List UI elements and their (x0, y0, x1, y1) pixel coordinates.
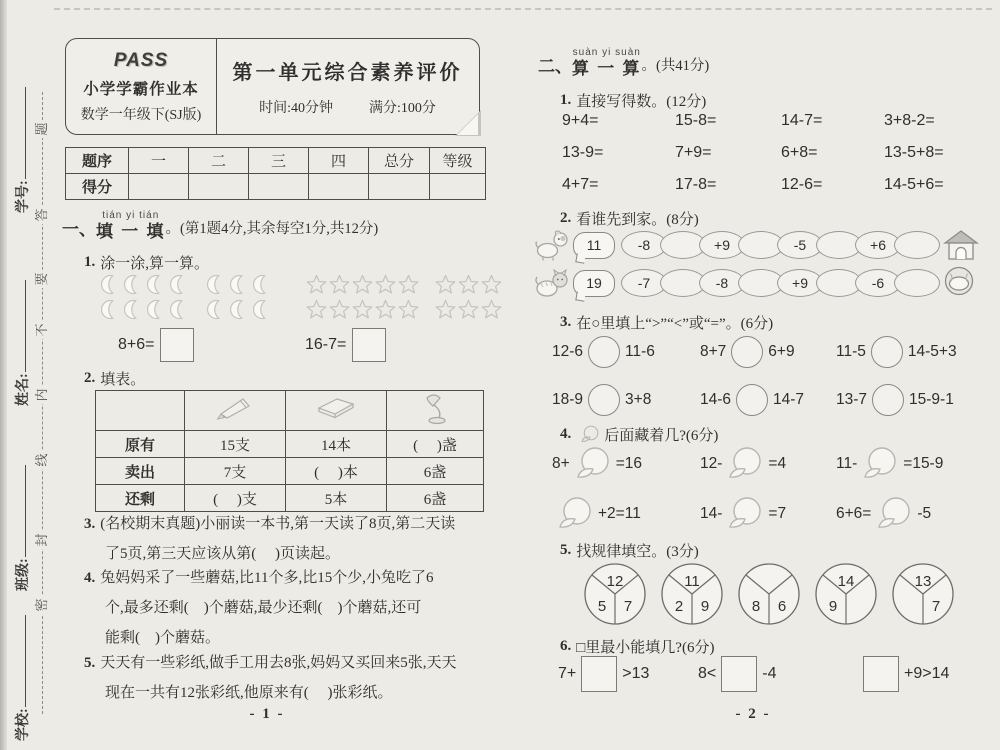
expression-text: 12- (700, 455, 723, 472)
hidden-number-circle (724, 446, 766, 482)
moon-icon (227, 272, 250, 297)
section-2-points-note: 。(共41分) (641, 58, 710, 74)
comparison-grid (552, 336, 994, 416)
right-expression: 6+9 (768, 343, 795, 360)
question-number: 3. (560, 314, 572, 330)
hidden-number-item (552, 446, 700, 482)
race-home-chain-dog (534, 228, 980, 262)
shape-group (305, 272, 420, 322)
svg-text:6: 6 (777, 598, 787, 615)
hidden-number-circle (873, 496, 915, 532)
question-text: (名校期末真题)小丽读一本书,第一天读了8页,第二天读 (100, 516, 456, 532)
hidden-number-item (836, 496, 994, 532)
operation-oval: -7 (621, 269, 667, 297)
fill-in-table (95, 390, 484, 512)
score-col-header: 四 (309, 148, 369, 174)
calc-q1-label (560, 90, 706, 111)
comparison-item (700, 384, 836, 416)
svg-text:7: 7 (623, 598, 633, 615)
expression-text: +9>14 (904, 665, 950, 682)
seal-char: 答 (33, 206, 51, 224)
doghouse-icon (942, 228, 980, 262)
question-4-paragraph (84, 563, 488, 653)
expression-text: 8< (698, 665, 717, 682)
equation: 12-6= (781, 176, 823, 193)
operation-oval: +9 (777, 269, 823, 297)
equation: 14-7= (781, 112, 823, 129)
left-expression: 11-5 (836, 343, 866, 360)
score-cell (309, 174, 369, 200)
calc-q3-label (560, 312, 773, 333)
class-label: 班级: (16, 558, 31, 591)
question-number: 2. (84, 370, 96, 386)
seal-char: 不 (33, 321, 51, 339)
section-1-pinyin: tián yi tián (102, 210, 160, 221)
equation: 13-5+8= (884, 144, 944, 161)
test-header-box (65, 38, 480, 135)
fill-table-cell: ( )支 (185, 485, 286, 512)
question-text: 填表。 (100, 372, 146, 388)
school-label: 学校: (16, 708, 31, 741)
shape-group (434, 272, 503, 322)
question-line (84, 593, 488, 623)
left-expression: 12-6 (552, 343, 584, 360)
score-col-header: 题序 (66, 148, 129, 174)
seal-char: 线 (33, 451, 51, 469)
svg-text:7: 7 (931, 598, 941, 615)
section-1-points-note: 。(第1题4分,其余每空1分,共12分) (165, 221, 379, 237)
left-expression: 8+7 (700, 343, 727, 360)
right-expression: 3+8 (625, 391, 652, 408)
question-text: 兔妈妈采了一些蘑菇,比11个多,比15个少,小兔吃了6 (100, 570, 434, 586)
seal-char: 封 (33, 531, 51, 549)
answer-box (352, 328, 386, 362)
question-number: 6. (560, 638, 572, 654)
hidden-number-grid (552, 446, 994, 532)
question-number: 4. (84, 570, 96, 586)
fill-table-cell: 7支 (185, 458, 286, 485)
seal-char: 要 (33, 270, 51, 288)
question-text: 现在一共有12张彩纸,他原来有( )张彩纸。 (105, 685, 393, 701)
star-icon (434, 297, 457, 322)
answer-box (160, 328, 194, 362)
question-text: 天天有一些彩纸,做手工用去8张,妈妈又买回来5张,天天 (100, 655, 457, 671)
question-2-label (84, 368, 145, 389)
moon-icon (204, 272, 227, 297)
comparison-item (700, 336, 836, 368)
expression-text: +2=11 (598, 505, 641, 522)
header-brand-block (66, 39, 216, 134)
compare-circle (736, 384, 768, 416)
expression-text: 8+ (552, 455, 570, 472)
expression-text: 14- (700, 505, 723, 522)
left-expression: 13-7 (836, 391, 868, 408)
comparison-item (552, 336, 700, 368)
star-icon (457, 297, 480, 322)
hidden-number-item (700, 496, 836, 532)
star-icon (351, 297, 374, 322)
score-col-header: 一 (129, 148, 189, 174)
calc-q2-label (560, 208, 699, 229)
hidden-number-item (552, 496, 700, 532)
school-blank-line (18, 615, 26, 707)
hidden-circle-icon (579, 425, 601, 444)
class-blank-line (18, 465, 26, 557)
header-title-block (216, 39, 479, 134)
question-text: 能剩( )个蘑菇。 (105, 630, 220, 646)
star-icon (480, 297, 503, 322)
svg-text:14: 14 (837, 573, 855, 590)
question-3-paragraph (84, 509, 488, 569)
moon-icon (144, 272, 167, 297)
equation: 3+8-2= (884, 112, 935, 129)
star-icon (328, 297, 351, 322)
test-title: 第一单元综合素养评价 (232, 62, 463, 84)
left-expression: 18-9 (552, 391, 584, 408)
section-1-number: 一、 (62, 220, 96, 239)
star-icon (480, 272, 503, 297)
question-number: 1. (560, 92, 572, 108)
section-2-number: 二、 (538, 57, 572, 76)
answer-box (581, 656, 617, 692)
question-line (84, 648, 488, 678)
svg-text:8: 8 (751, 598, 761, 615)
star-icon (351, 272, 374, 297)
hidden-number-circle (572, 446, 614, 482)
question-line (84, 678, 488, 708)
fill-table-cell: 5本 (286, 485, 387, 512)
equation: 13-9= (562, 144, 604, 161)
shape-row (204, 272, 273, 297)
answer-box (863, 656, 899, 692)
section-2-title (572, 48, 642, 77)
question-text: 在○里填上“>”“<”或“=”。(6分) (576, 316, 774, 332)
race-home-chain-cat (534, 266, 980, 300)
section-1-title (96, 211, 166, 240)
page-left-edge-shadow (0, 0, 7, 750)
operation-oval: -8 (621, 231, 667, 259)
question-number: 1. (84, 254, 96, 270)
equation: 15-8= (675, 112, 717, 129)
shape-row (98, 272, 190, 297)
star-icon (305, 272, 328, 297)
star-icon (397, 272, 420, 297)
question-text: 后面藏着几?(6分) (604, 428, 719, 444)
svg-text:2: 2 (674, 598, 684, 615)
svg-text:12: 12 (606, 573, 624, 590)
shape-row (434, 272, 503, 297)
question-number: 5. (84, 655, 96, 671)
compare-circle (871, 336, 903, 368)
compare-circle (588, 336, 620, 368)
score-col-header: 总分 (369, 148, 430, 174)
star-icon (305, 297, 328, 322)
fill-table-corner (96, 391, 185, 431)
fill-table-row (96, 458, 484, 485)
score-value-row (66, 174, 486, 200)
cat-icon (534, 267, 570, 299)
expression-text: =7 (768, 505, 787, 522)
min-fill-item (698, 656, 776, 692)
moon-icon (250, 272, 273, 297)
question-5-paragraph (84, 648, 488, 708)
section-2-pinyin: suàn yi suàn (572, 47, 641, 58)
fill-table-cell: 6盏 (387, 485, 484, 512)
hidden-number-circle (554, 496, 596, 532)
moon-icon (144, 297, 167, 322)
equation: 14-5+6= (884, 176, 944, 193)
question-number: 2. (560, 210, 572, 226)
fill-table-row (96, 431, 484, 458)
equation-text: 8+6= (118, 336, 155, 353)
seal-char: 题 (33, 120, 51, 138)
score-col-header: 等级 (430, 148, 486, 174)
score-header-row (66, 148, 486, 174)
expression-text: -5 (917, 505, 932, 522)
expression-text: =4 (768, 455, 787, 472)
edition-title: 数学一年级下(SJ版) (80, 107, 202, 123)
operation-oval: +6 (855, 231, 901, 259)
pattern-circles (565, 558, 985, 630)
fill-table-cell: ( )盏 (387, 431, 484, 458)
seal-char: 密 (33, 596, 51, 614)
compare-circle (588, 384, 620, 416)
min-fill-item (558, 656, 649, 692)
score-col-header: 三 (249, 148, 309, 174)
seal-char: 内 (33, 386, 51, 404)
question-number: 5. (560, 542, 572, 558)
question-text: 了5页,第三天应该从第( )页读起。 (105, 546, 340, 562)
equation-text: 16-7= (305, 336, 347, 353)
star-icon (374, 272, 397, 297)
top-trim-line (54, 8, 992, 10)
shape-group (204, 272, 273, 322)
fill-table-row (96, 485, 484, 512)
lamp-icon (387, 391, 484, 431)
score-cell (189, 174, 249, 200)
expression-text: 7+ (558, 665, 577, 682)
expression-text: =15-9 (903, 455, 944, 472)
star-icon (374, 297, 397, 322)
fill-table-cell: 15支 (185, 431, 286, 458)
name-label: 姓名: (16, 373, 31, 406)
svg-text:5: 5 (597, 598, 607, 615)
shape-row (305, 297, 420, 322)
fill-table-row-label: 原有 (96, 431, 185, 458)
operation-oval: -8 (699, 269, 745, 297)
hidden-number-item (836, 446, 994, 482)
dog-icon (534, 229, 570, 261)
score-cell (430, 174, 486, 200)
question-1-label (84, 252, 209, 273)
score-cell (129, 174, 189, 200)
star-icon (434, 272, 457, 297)
moon-icon (98, 297, 121, 322)
moon-icon (121, 297, 144, 322)
question-number: 4. (560, 426, 572, 442)
hidden-number-circle (724, 496, 766, 532)
right-expression: 14-5+3 (907, 343, 957, 360)
direct-calculation-grid (562, 112, 982, 194)
question-text: 看谁先到家。(8分) (576, 212, 699, 228)
hidden-number-circle (859, 446, 901, 482)
fill-table-cell: ( )本 (286, 458, 387, 485)
name-blank-line (18, 280, 26, 372)
expression-text: -4 (762, 665, 777, 682)
student-id-blank-line (18, 87, 26, 179)
pencil-icon (185, 391, 286, 431)
calc-q6-label (560, 636, 714, 657)
min-fill-item (858, 656, 949, 692)
shape-row (204, 297, 273, 322)
shape-row (98, 297, 190, 322)
answer-oval (894, 231, 940, 259)
fill-table-cell: 6盏 (387, 458, 484, 485)
shape-row (305, 272, 420, 297)
class-field (12, 465, 32, 591)
section-2-heading (538, 48, 709, 77)
compare-circle (872, 384, 904, 416)
shape-group (98, 272, 190, 322)
question-text: 找规律填空。(3分) (576, 544, 699, 560)
equation: 7+9= (675, 144, 712, 161)
operation-oval: -6 (855, 269, 901, 297)
score-col-header: 二 (189, 148, 249, 174)
equation: 6+8= (781, 144, 818, 161)
calc-q4-label (560, 424, 718, 445)
moon-icon (204, 297, 227, 322)
moon-icon (227, 297, 250, 322)
answer-box (721, 656, 757, 692)
operation-oval: +9 (699, 231, 745, 259)
moon-counting-shapes (98, 272, 273, 322)
moon-icon (167, 297, 190, 322)
compare-circle (731, 336, 763, 368)
right-expression: 11-6 (625, 343, 655, 360)
equation: 4+7= (562, 176, 599, 193)
page-number-1: - 1 - (249, 706, 285, 722)
star-counting-shapes (305, 272, 503, 322)
fill-table-header-row (96, 391, 484, 431)
fill-table-cell: 14本 (286, 431, 387, 458)
comparison-item (836, 384, 994, 416)
student-id-label: 学号: (16, 180, 31, 213)
question-text: 个,最多还剩( )个蘑菇,最少还剩( )个蘑菇,还可 (105, 600, 422, 616)
start-number-bubble: 19 (573, 270, 615, 297)
star-icon (397, 297, 420, 322)
moon-icon (250, 297, 273, 322)
test-meta (259, 97, 436, 117)
expression-text: =16 (615, 455, 642, 472)
folded-corner (455, 110, 481, 136)
svg-text:9: 9 (700, 598, 710, 615)
right-expression: 14-7 (773, 391, 805, 408)
fill-table-row-label: 卖出 (96, 458, 185, 485)
notebook-icon (286, 391, 387, 431)
svg-text:11: 11 (684, 573, 700, 590)
question-line (84, 563, 488, 593)
question-text: □里最小能填几?(6分) (576, 640, 715, 656)
score-row-label: 得分 (66, 174, 129, 200)
score-table (65, 147, 486, 200)
student-id-field (12, 87, 32, 213)
pass-logo: PASS (113, 49, 169, 71)
equation: 17-8= (675, 176, 717, 193)
question-text: 直接写得数。(12分) (576, 94, 707, 110)
question-line (84, 509, 488, 539)
section-2-chars: 算 一 算 (572, 59, 642, 78)
full-score: 满分:100分 (369, 101, 436, 116)
shape-row (434, 297, 503, 322)
fill-table-row-label: 还剩 (96, 485, 185, 512)
section-1-heading (62, 211, 378, 240)
series-title: 小学学霸作业本 (83, 80, 199, 98)
expression-text: 11- (836, 455, 858, 472)
expression-text: 6+6= (836, 505, 872, 522)
time-limit: 时间:40分钟 (259, 101, 333, 116)
comparison-item (836, 336, 994, 368)
equation-with-answer-box (118, 328, 194, 362)
cat-basket-icon (942, 266, 980, 300)
score-cell (369, 174, 430, 200)
equation-with-answer-box (305, 328, 386, 362)
svg-text:9: 9 (828, 598, 838, 615)
operation-oval: -5 (777, 231, 823, 259)
name-field (12, 280, 32, 406)
left-expression: 14-6 (700, 391, 732, 408)
moon-icon (98, 272, 121, 297)
expression-text: >13 (622, 665, 650, 682)
svg-text:13: 13 (914, 573, 932, 590)
score-cell (249, 174, 309, 200)
pattern-circles-svg (565, 558, 985, 630)
page-number-2: - 2 - (735, 706, 771, 722)
section-1-chars: 填 一 填 (96, 222, 166, 241)
answer-oval (894, 269, 940, 297)
comparison-item (552, 384, 700, 416)
right-expression: 15-9-1 (909, 391, 954, 408)
star-icon (457, 272, 480, 297)
moon-icon (167, 272, 190, 297)
equation: 9+4= (562, 112, 599, 129)
school-field (12, 615, 32, 741)
star-icon (328, 272, 351, 297)
hidden-number-item (700, 446, 836, 482)
question-number: 3. (84, 516, 96, 532)
moon-icon (121, 272, 144, 297)
start-number-bubble: 11 (573, 232, 615, 259)
question-text: 涂一涂,算一算。 (100, 256, 210, 272)
